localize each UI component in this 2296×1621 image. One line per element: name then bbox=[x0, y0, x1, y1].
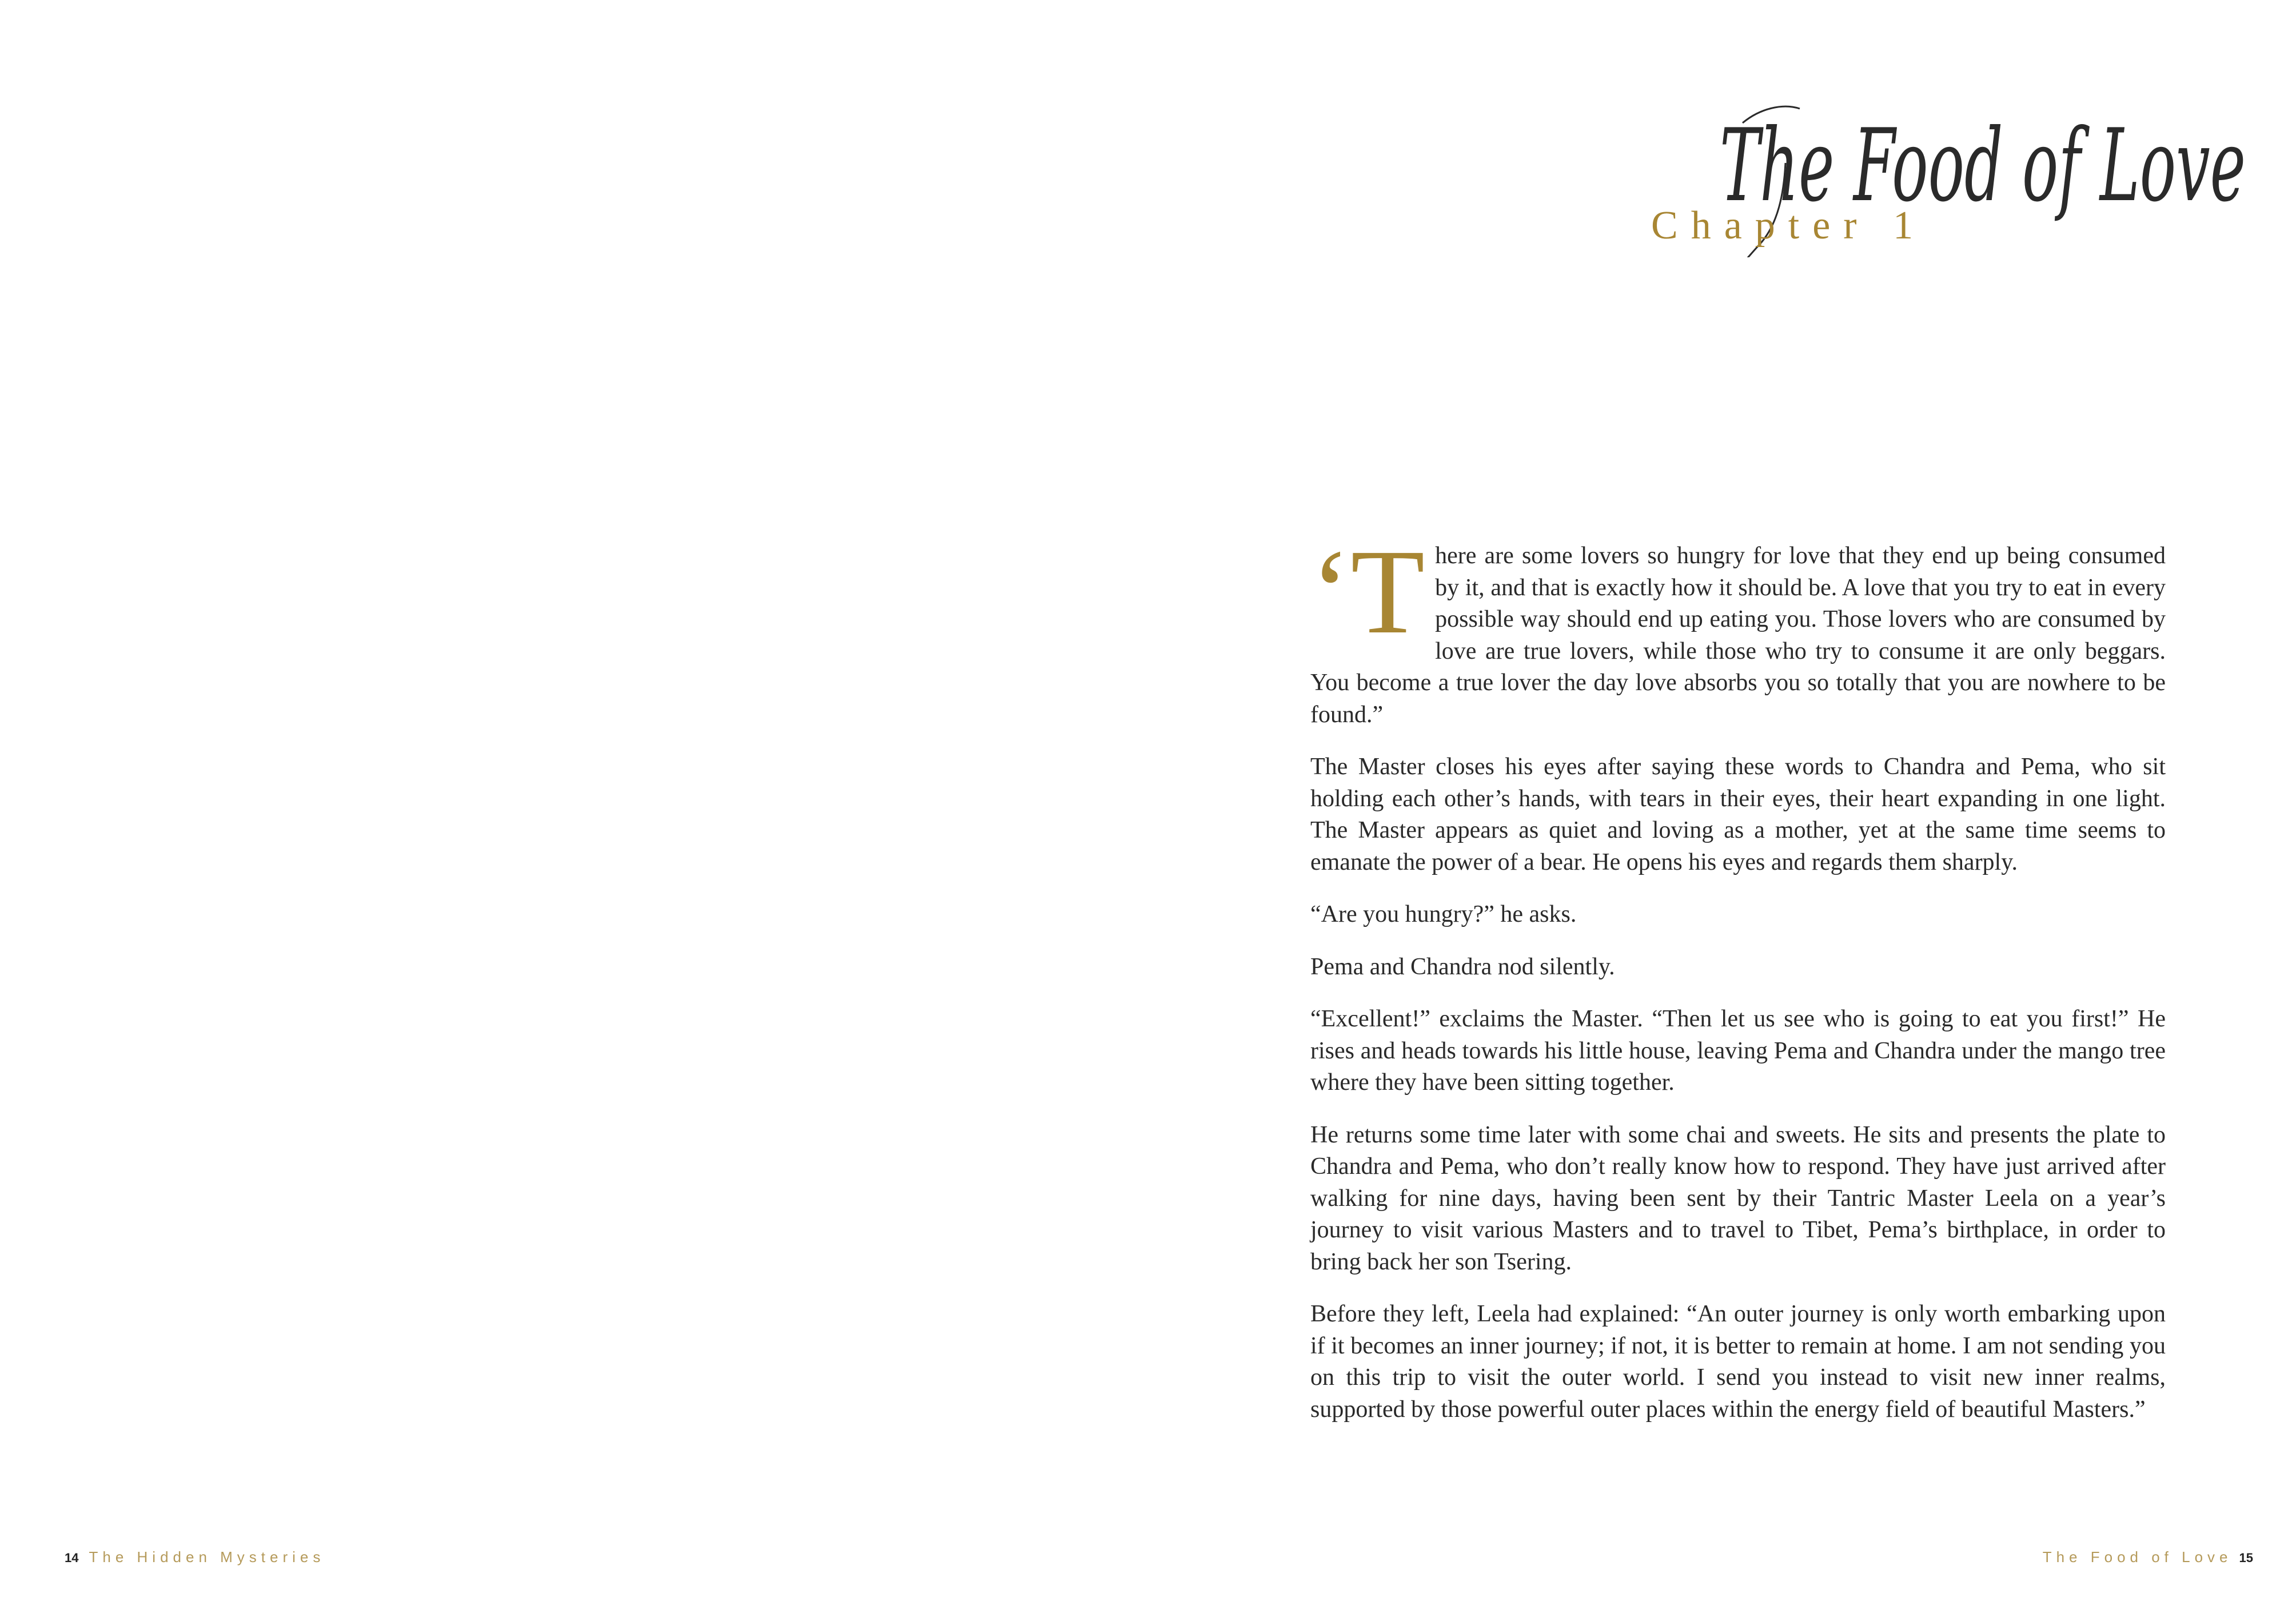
page-number-left: 14 bbox=[65, 1551, 79, 1565]
left-footer bbox=[65, 1550, 325, 1564]
chapter-body bbox=[1310, 524, 2166, 1446]
page-number-right: 15 bbox=[2239, 1551, 2253, 1565]
paragraph-1 bbox=[1310, 524, 2166, 731]
paragraph-7: Before they left, Leela had explained: “An outer journey is only worth embarking upon if it becomes an inner journey; if not, it is better to remain at home. I am not sending you on this trip to visit the outer world. I send you instead to visit new inner realms, supported by those powerful outer places within the energy field of beautiful Masters.” bbox=[1310, 1301, 2166, 1423]
running-title-left: The Hidden Mysteries bbox=[89, 1548, 325, 1566]
chapter-label: Chapter 1 bbox=[1651, 204, 1927, 248]
right-page bbox=[1148, 0, 2296, 1621]
paragraph-2: The Master closes his eyes after saying these words to Chandra and Pema, who sit holding each other’s hands, with tears in their eyes, their heart expanding in one light. The Master appears as quiet and loving as a mother, yet at the same time seems to emanate the power of a bear. He opens his eyes and regards them sharply. bbox=[1310, 754, 2166, 875]
running-title-right: The Food of Love bbox=[2042, 1548, 2233, 1566]
paragraph-5: “Excellent!” exclaims the Master. “Then let us see who is going to eat you first!” He rises and heads towards his little house, leaving Pema and Chandra under the mango tree where they have been sitting together. bbox=[1310, 1006, 2166, 1096]
paragraph-6: He returns some time later with some chai and sweets. He sits and presents the plate to Chandra and Pema, who don’t really know how to respond. They have just arrived after walking for nine days, having been sent by their Tantric Master Leela on a year’s journey to visit various Masters and to travel to Tibet, Pema’s birthplace, in order to bring back her son Tsering. bbox=[1310, 1121, 2166, 1275]
right-footer bbox=[2043, 1550, 2253, 1564]
paragraph-1-text: here are some lovers so hungry for love that they end up being consumed by it, and that is exactly how it should be. A love that you try to eat in every possible way should end up eating you. Those lovers who are consumed by love are true lovers, while those who try to consume it are only beggars. You become a true lover the day love absorbs you so totally that you are nowhere to be found.” bbox=[1310, 543, 2166, 728]
paragraph-3: “Are you hungry?” he asks. bbox=[1310, 901, 1577, 927]
drop-cap: ‘T bbox=[1310, 524, 1425, 659]
script-title-text: The Food of Love bbox=[1720, 108, 2246, 224]
paragraph-4: Pema and Chandra nod silently. bbox=[1310, 953, 1615, 980]
chapter-heading bbox=[1651, 86, 2263, 257]
